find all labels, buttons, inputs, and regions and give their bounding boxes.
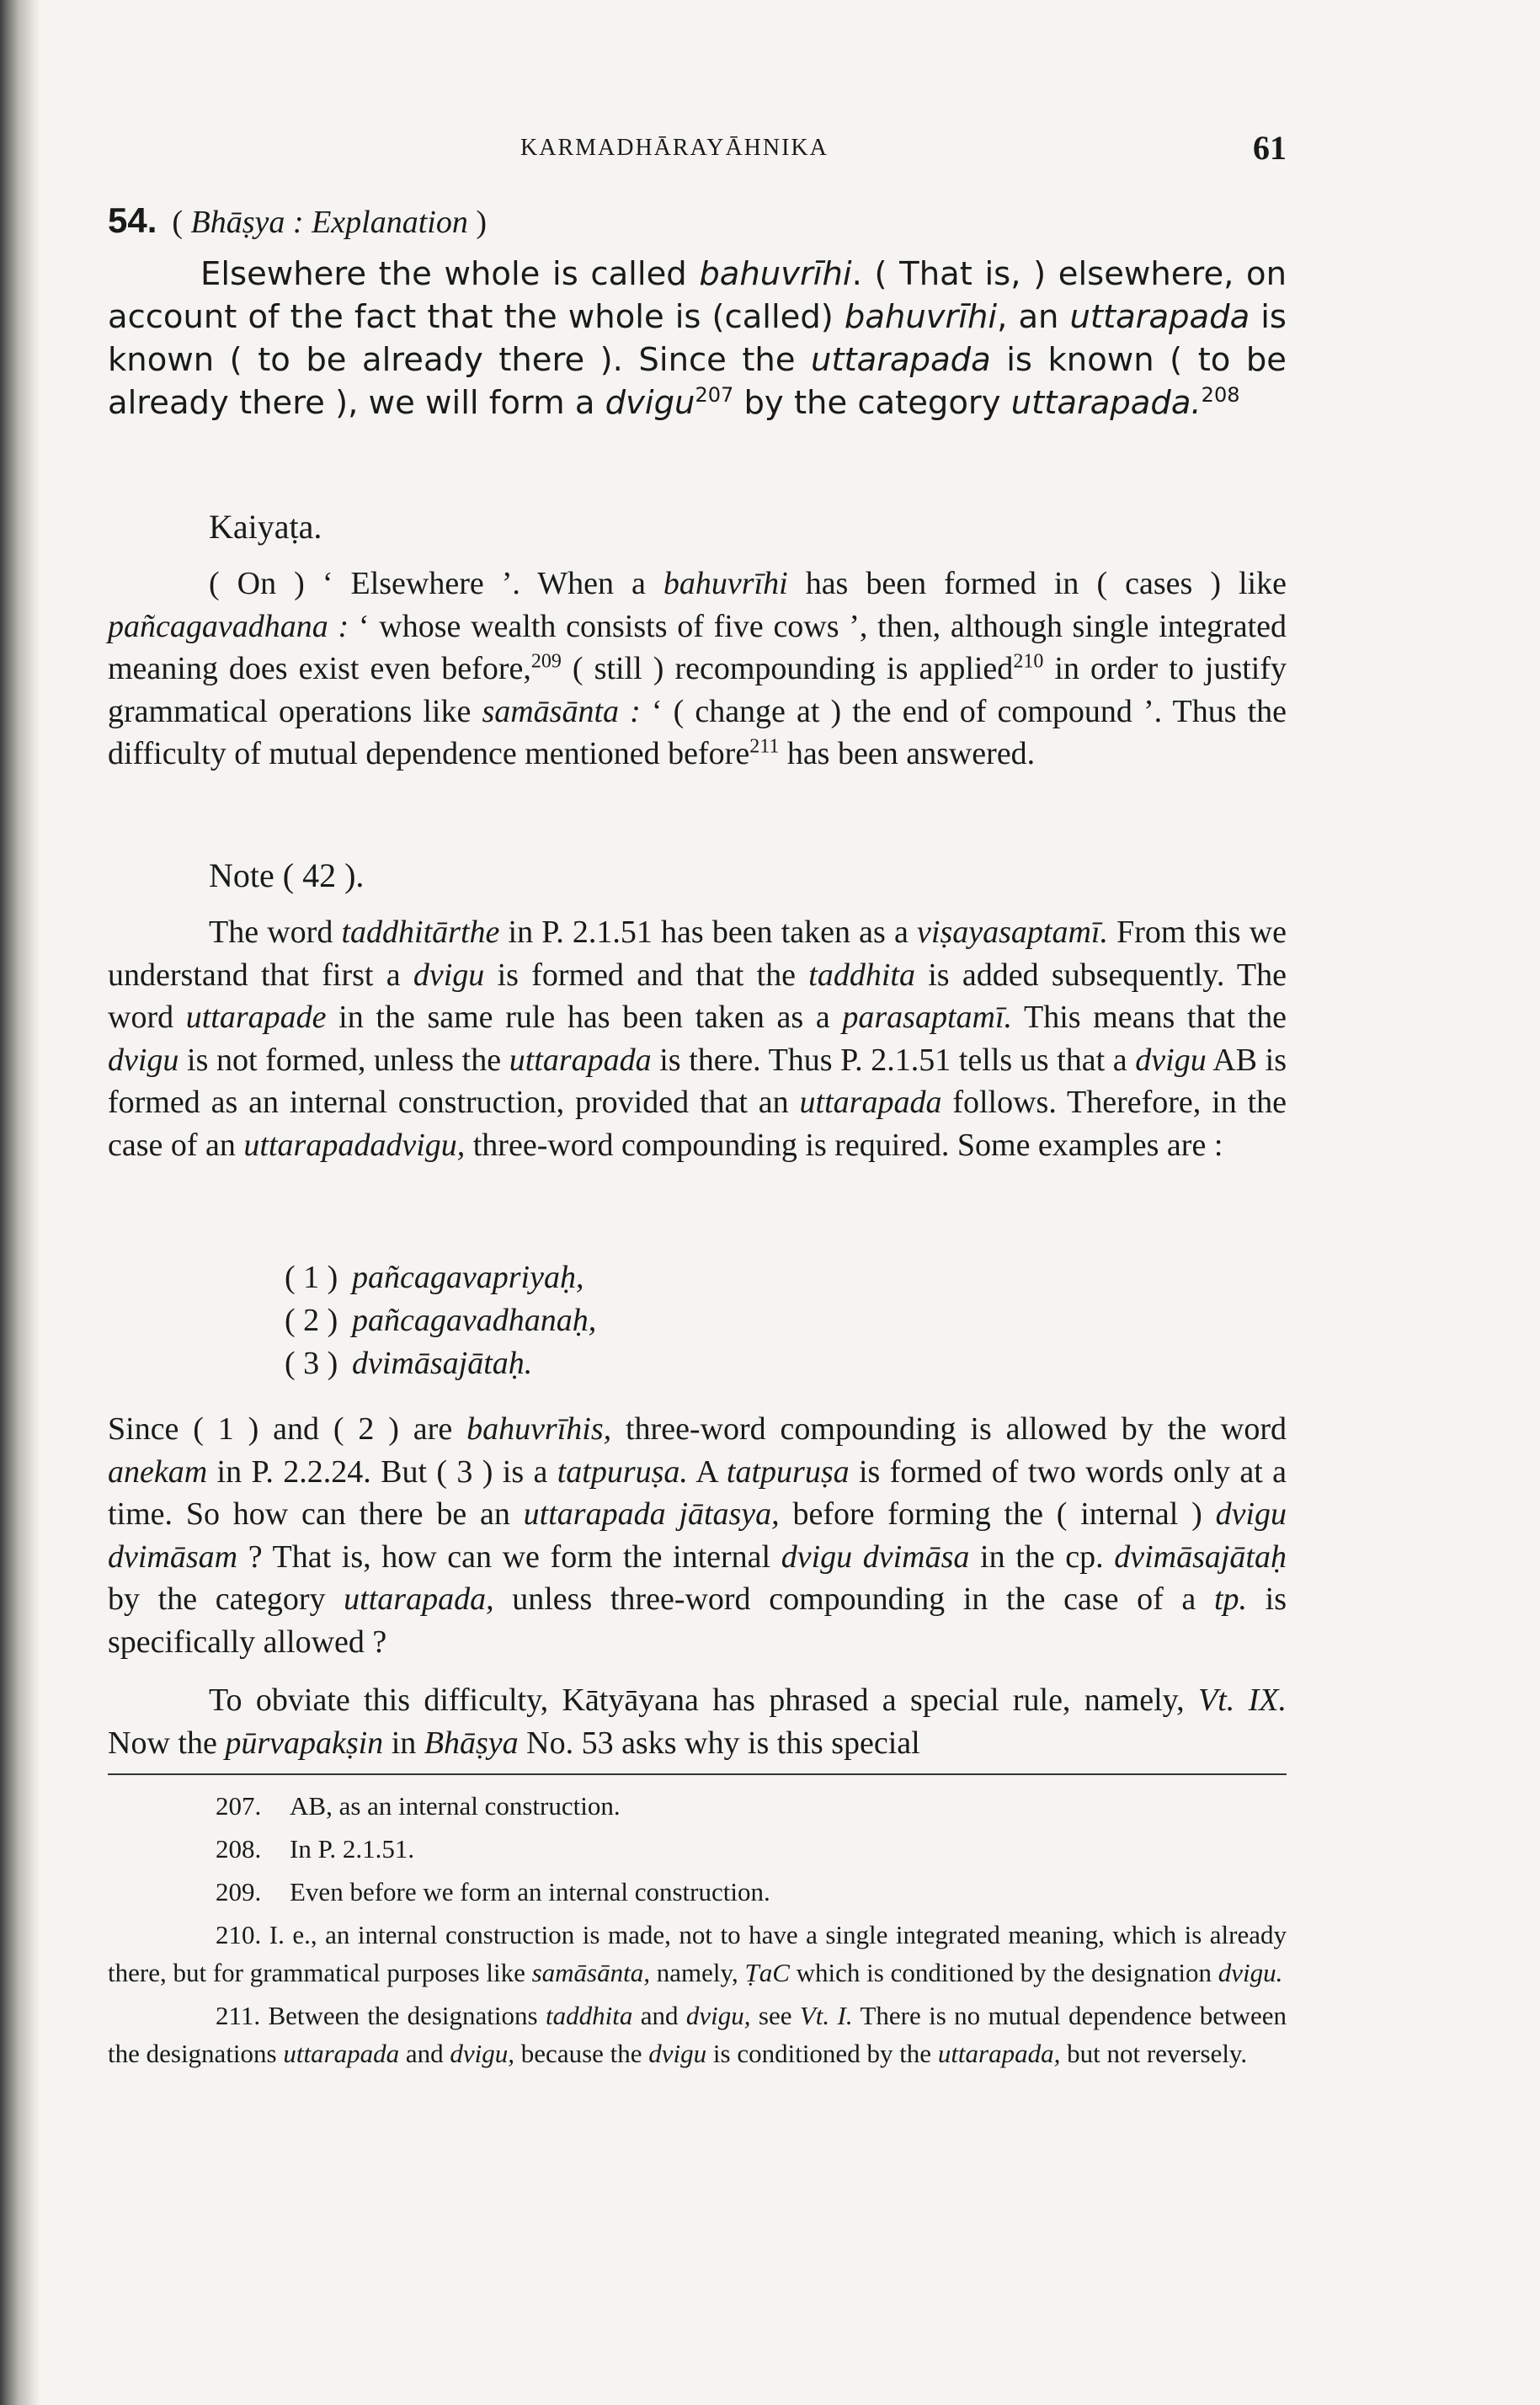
footnote-207: 207. AB, as an internal construction. <box>216 1791 621 1821</box>
book-spine-shadow <box>0 0 40 2405</box>
page-number: 61 <box>1253 129 1287 167</box>
list-item: ( 1 ) pañcagavapriyaḥ, <box>285 1260 584 1295</box>
footnote-ref: 210 <box>1013 650 1044 673</box>
footnote-209: 209. Even before we form an internal construction. <box>216 1877 770 1906</box>
kaiyata-heading: Kaiyaṭa. <box>209 508 322 546</box>
footnote-divider <box>108 1773 1287 1775</box>
document-page <box>108 0 1287 2405</box>
kaiyata-paragraph: ( On ) ‘ Elsewhere ’. When a bahuvrīhi has been formed in ( cases ) like pañcagavadhana : ‘ whose wealth consists of five cows ’, then, although single integrated meaning does exist even before,$^{209}$ ( still ) recompounding is applied$^{210}$ in order to justify grammatical operations like samāsānta : ‘ ( change at ) the end of compound ’. Thus the difficulty of mutual dependence mentioned before$^{211}$ has been answered. <box>108 566 1287 771</box>
footnote-ref: 207 <box>695 383 734 408</box>
footnote-211: 211. Between the designations taddhita and dvigu, see Vt. I. There is no mutual dependence between the designations uttarapada and dvigu, because the dvigu is conditioned by the uttarapada, but not reversely. <box>108 2001 1287 2068</box>
footnote-ref: 211 <box>749 735 780 758</box>
bhasya-paragraph: Elsewhere the whole is called bahuvrīhi. ( That is, ) elsewhere, on account of the fact that the whole is (called) bahuvrīhi, an uttarapada is known ( to be already there ). Since the uttarapada is known ( to be already there ), we will form a dvigu$^{207}$ by the category uttarapada.$^{208}$ <box>108 255 1287 422</box>
footnotes <box>108 1787 1287 2077</box>
footnote-ref: 209 <box>530 650 562 673</box>
note-paragraph-1: The word taddhitārthe in P. 2.1.51 has been taken as a viṣayasaptamī. From this we understand that first a dvigu is formed and that the taddhita is added subsequently. The word uttarapade in the same rule has been taken as a parasaptamī. This means that the dvigu is not formed, unless the uttarapada is there. Thus P. 2.1.51 tells us that a dvigu AB is formed as an internal construction, provided that an uttarapada follows. Therefore, in the case of an uttarapadadvigu, three-word compounding is required. Some examples are : <box>108 915 1287 1163</box>
footnote-208: 208. In P. 2.1.51. <box>216 1834 415 1864</box>
footnote-210: 210. I. e., an internal construction is made, not to have a single integrated meaning, which is already there, but for grammatical purposes like samāsānta, namely, ṬaC which is conditioned by the designation dvigu. <box>108 1920 1287 1987</box>
section-heading: 54. ( Bhāṣya : Explanation ) <box>108 200 487 240</box>
example-list <box>285 1256 596 1385</box>
section-subtitle: Bhāṣya : Explanation <box>190 205 468 240</box>
footnote-ref: 208 <box>1201 383 1240 408</box>
note-heading: Note ( 42 ). <box>209 856 365 894</box>
list-item: ( 3 ) dvimāsajātaḥ. <box>285 1346 533 1381</box>
running-title: KARMADHĀRAYĀHNIKA <box>520 135 829 161</box>
section-number: 54. <box>108 200 157 240</box>
note-paragraph-2: Since ( 1 ) and ( 2 ) are bahuvrīhis, three-word compounding is allowed by the word anekam in P. 2.2.24. But ( 3 ) is a tatpuruṣa. A tatpuruṣa is formed of two words only at a time. So how can there be an uttarapada jātasya, before forming the ( internal ) dvigu dvimāsam ? That is, how can we form the internal dvigu dvimāsa in the cp. dvimāsajātaḥ by the category uttarapada, unless three-word compounding in the case of a tp. is specifically allowed ? <box>108 1411 1287 1660</box>
list-item: ( 2 ) pañcagavadhanaḥ, <box>285 1303 597 1338</box>
note-paragraph-3: To obviate this difficulty, Kātyāyana has phrased a special rule, namely, Vt. IX. Now the pūrvapakṣin in Bhāṣya No. 53 asks why is this special <box>108 1682 1287 1761</box>
running-header <box>108 128 1287 170</box>
